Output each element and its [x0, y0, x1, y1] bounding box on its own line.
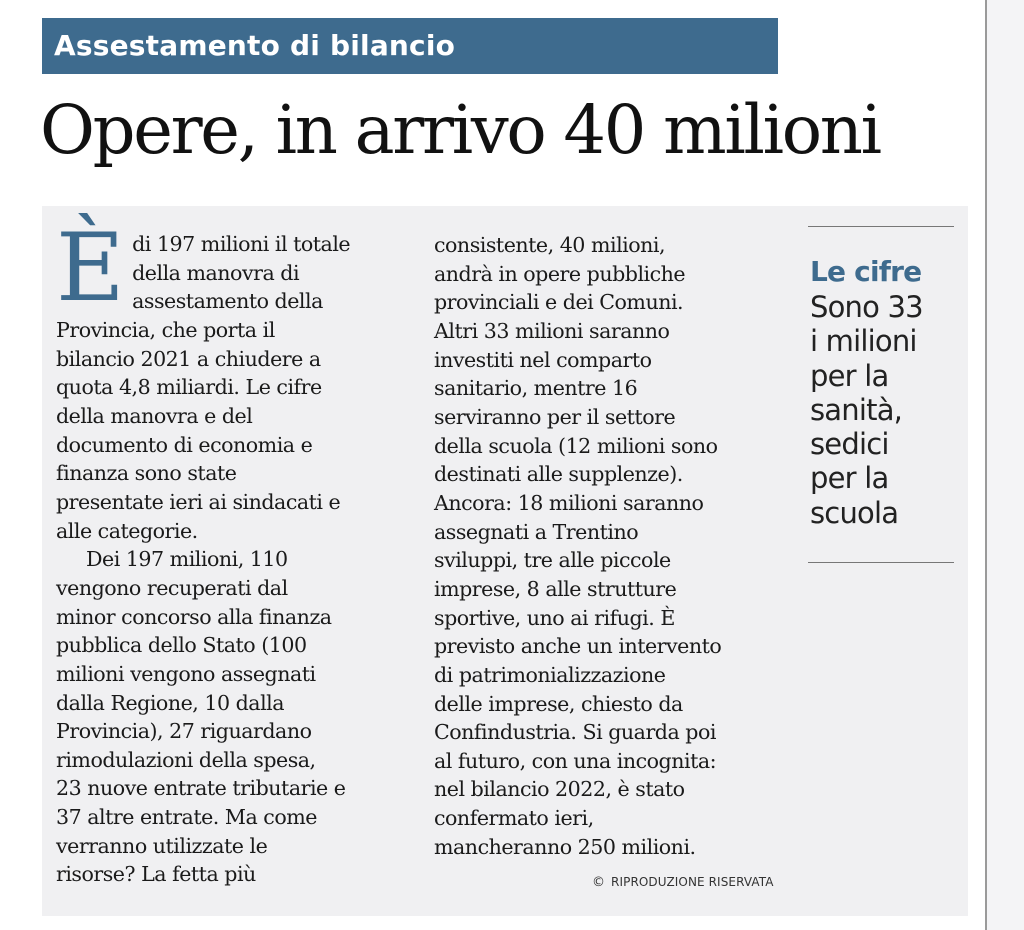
right-margin — [987, 0, 1024, 930]
drop-cap: È — [56, 214, 125, 323]
sidebar-title: Le cifre — [810, 255, 922, 288]
right-border-line — [985, 0, 987, 930]
paragraph-3: consistente, 40 milioni, andrà in opere pubbliche provinciali e dei Comuni. Altri 33 milioni saranno investiti nel comparto sanitario, mentre 16 serviranno per il settore della scuola (12 milioni sono destinati alle supplenze). Ancora: 18 milioni saranno assegnati a Trentino sviluppi, tre alle piccole imprese, 8 alle strutture sportive, uno ai rifugi. È previsto anche un intervento di patrimonializzazione delle imprese, chiesto da Confindustria. Si guarda poi al futuro, con una incognita: nel bilancio 2022, è stato confermato ieri, mancheranno 250 milioni. — [434, 233, 722, 859]
article-column-1 — [56, 214, 416, 889]
sidebar-text: Sono 33 i milioni per la sanità, sedici per la scuola — [810, 290, 923, 530]
paragraph-1 — [56, 214, 416, 545]
article-column-2 — [434, 231, 794, 861]
copyright-icon: © — [592, 875, 606, 890]
kicker-banner: Assestamento di bilancio — [42, 18, 778, 74]
copyright-text: RIPRODUZIONE RISERVATA — [611, 875, 774, 889]
headline: Opere, in arrivo 40 milioni — [40, 91, 880, 169]
paragraph-2: Dei 197 milioni, 110 vengono recuperati dal minor concorso alla finanza pubblica dello Stato (100 milioni vengono assegnati dalla Regione, 10 dalla Provincia), 27 riguardano rimodulazioni della spesa, 23 nuove entrate tributarie e 37 altre entrate. Ma come verranno utilizzate le risorse? La fetta più — [56, 547, 346, 887]
copyright-notice — [592, 875, 774, 890]
paragraph-1-text: di 197 milioni il totale della manovra di assestamento della Provincia, che porta il bilancio 2021 a chiudere a quota 4,8 miliardi. Le cifre della manovra e del documento di economia e finanza sono state presentate ieri ai sindacati e alle categorie. — [56, 232, 351, 543]
sidebar-top-rule — [808, 226, 954, 227]
sidebar-bottom-rule — [808, 562, 954, 563]
